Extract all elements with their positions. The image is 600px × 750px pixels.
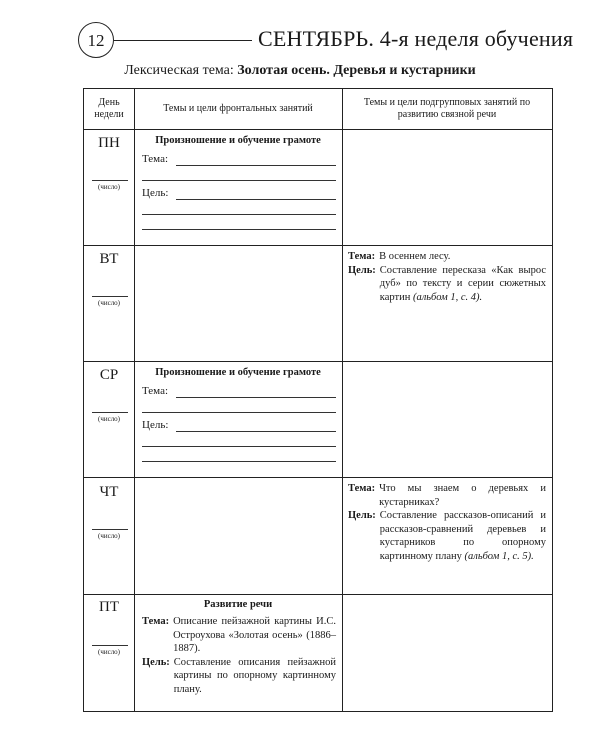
tuesday-album-ref: (альбом 1, с. 4). [412, 291, 483, 303]
friday-entry [142, 615, 336, 696]
write-line [176, 431, 336, 432]
column-divider [134, 89, 135, 711]
row-divider [84, 477, 552, 478]
thursday-cel-label: Цель: [348, 510, 376, 521]
topic-name: Золотая осень. Деревья и кустарники [237, 63, 476, 78]
wednesday-section-title: Произношение и обучение грамоте [155, 367, 321, 378]
date-label: (число) [97, 648, 121, 656]
header-rule [114, 40, 252, 41]
lexical-topic [0, 63, 600, 79]
day-monday: ПН [98, 135, 120, 151]
date-line [92, 412, 128, 413]
thursday-album-ref: (альбом 1, с. 5). [464, 550, 534, 562]
write-line [176, 199, 336, 200]
write-line [142, 229, 336, 230]
write-line [176, 397, 336, 398]
day-friday: ПТ [99, 599, 119, 615]
day-tuesday: ВТ [99, 251, 119, 267]
thursday-tema: Что мы знаем о деревьях и кустарниках? [379, 483, 546, 508]
monday-cel-label: Цель: [142, 187, 169, 199]
date-line [92, 180, 128, 181]
friday-tema-label: Тема: [142, 616, 170, 627]
wednesday-cel-label: Цель: [142, 419, 169, 431]
date-label: (число) [97, 415, 121, 423]
write-line [176, 165, 336, 166]
date-label: (число) [97, 299, 121, 307]
friday-cel: Составление описания пейзажной картины по опорному картинному плану. [173, 656, 336, 695]
topic-prefix: Лексическая тема: [124, 63, 234, 78]
row-divider [84, 129, 552, 130]
thursday-cel: Составление рассказов-описаний и рассказов-сравнений деревьев и кустарников по опорному картинному плану [379, 510, 546, 562]
planning-table [83, 88, 553, 712]
tuesday-cel-label: Цель: [348, 264, 376, 276]
column-header-subgroup: Темы и цели подгрупповых занятий по развитию связной речи [363, 97, 531, 120]
write-line [142, 461, 336, 462]
date-line [92, 296, 128, 297]
thursday-tema-label: Тема: [348, 483, 376, 494]
write-line [142, 446, 336, 447]
row-divider [84, 245, 552, 246]
friday-section-title: Развитие речи [203, 599, 273, 610]
page-number: 12 [78, 22, 114, 58]
date-label: (число) [97, 183, 121, 191]
monday-tema-label: Тема: [142, 153, 169, 165]
column-divider [342, 89, 343, 711]
row-divider [84, 594, 552, 595]
column-header-frontal: Темы и цели фронтальных занятий [163, 103, 313, 114]
day-thursday: ЧТ [99, 484, 119, 500]
column-header-day: День недели [94, 97, 124, 120]
write-line [142, 180, 336, 181]
thursday-entry [348, 482, 546, 563]
page-title: СЕНТЯБРЬ. 4-я неделя обучения [258, 26, 574, 51]
date-label: (число) [97, 532, 121, 540]
tuesday-cel: Составление пересказа «Как вырос дуб» по тексту и серии сюжетных картин [379, 264, 546, 303]
monday-section-title: Произношение и обучение грамоте [155, 135, 321, 146]
tuesday-entry [348, 250, 546, 304]
tuesday-tema-label: Тема: [348, 251, 376, 262]
date-line [92, 529, 128, 530]
friday-tema: Описание пейзажной картины И.С. Остроухова «Золотая осень» (1886–1887). [173, 616, 336, 654]
friday-cel-label: Цель: [142, 656, 170, 668]
day-wednesday: СР [99, 367, 119, 383]
wednesday-tema-label: Тема: [142, 385, 169, 397]
row-divider [84, 361, 552, 362]
write-line [142, 412, 336, 413]
date-line [92, 645, 128, 646]
tuesday-tema: В осеннем лесу. [379, 251, 451, 262]
write-line [142, 214, 336, 215]
